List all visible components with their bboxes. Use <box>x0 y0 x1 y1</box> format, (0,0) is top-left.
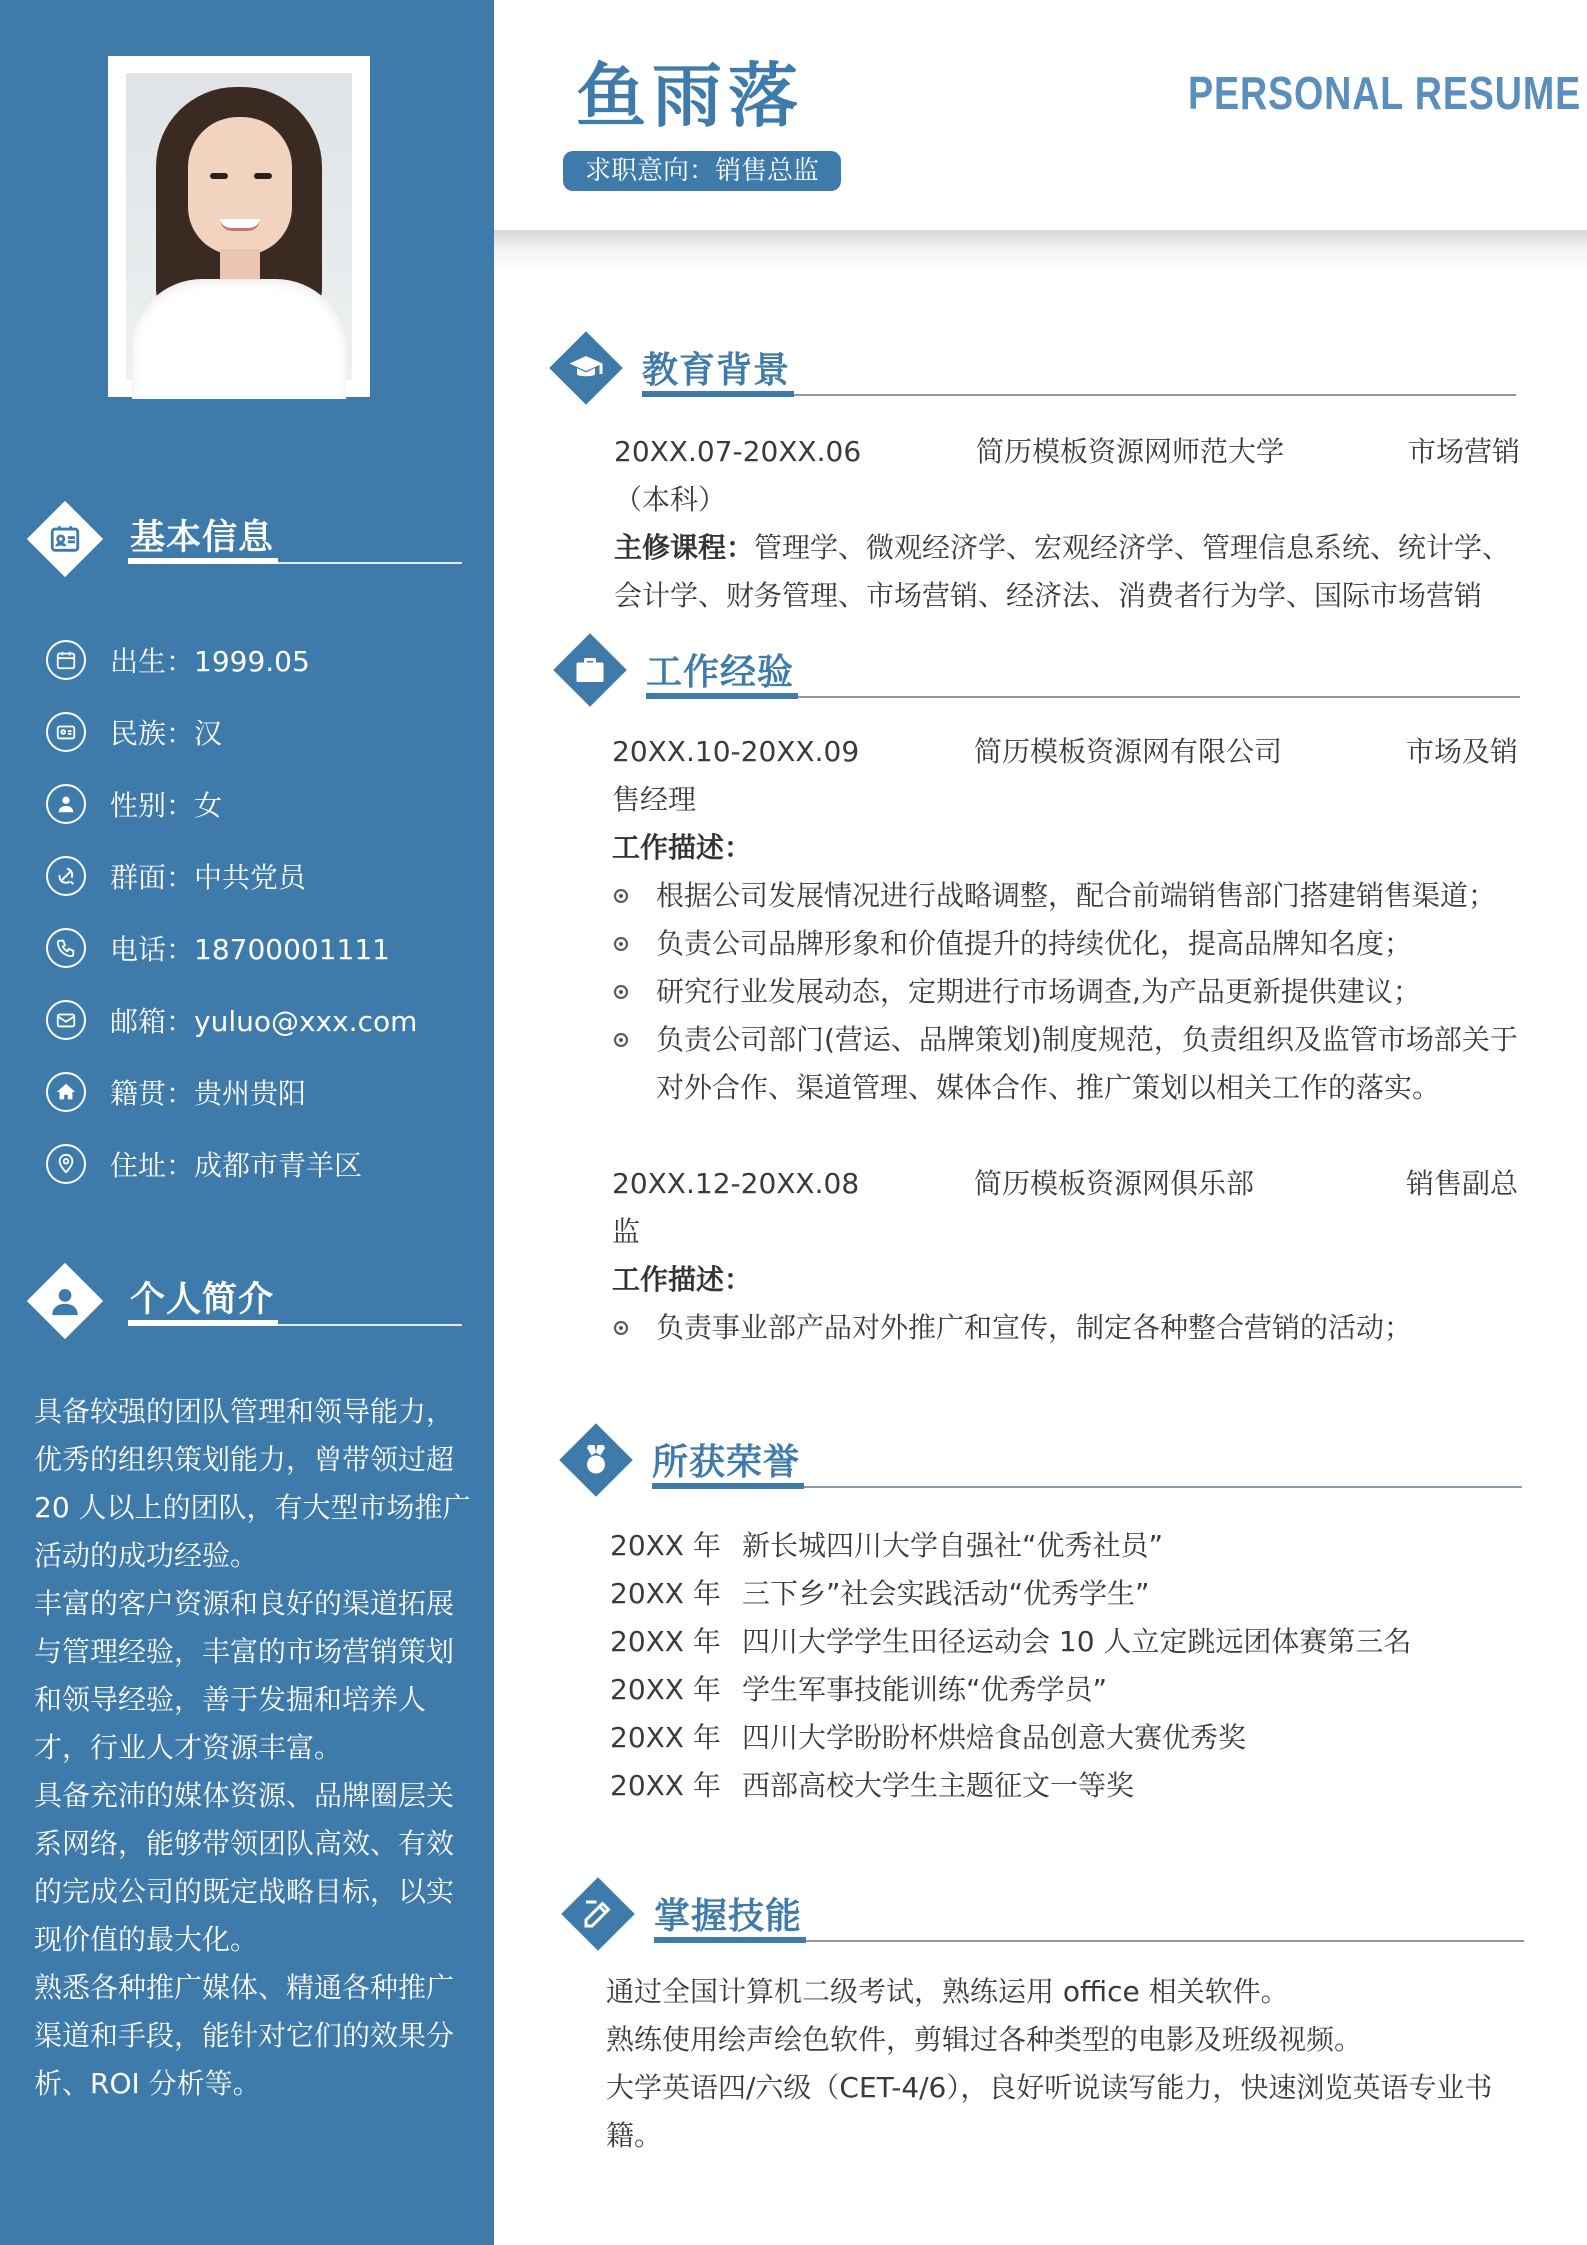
honor-year: 20XX 年 <box>610 1769 721 1802</box>
honors-list <box>610 1522 1520 1810</box>
education-row <box>614 428 1520 476</box>
work-desc-label: 工作描述： <box>612 1263 753 1296</box>
honor-text: 三下乡”社会实践活动“优秀学生” <box>742 1577 1150 1610</box>
info-gender-text: 性别：女 <box>110 789 223 822</box>
honor-text: 新长城四川大学自强社“优秀社员” <box>742 1529 1164 1562</box>
work-row <box>612 728 1518 776</box>
work-desc-label: 工作描述： <box>612 831 753 864</box>
basic-info-rule-accent <box>128 558 278 564</box>
honor-text: 学生军事技能训练“优秀学员” <box>742 1673 1108 1706</box>
honor-text: 四川大学盼盼杯烘焙食品创意大赛优秀奖 <box>742 1721 1247 1754</box>
job-intent-badge: 求职意向：销售总监 <box>563 151 841 191</box>
honor-year: 20XX 年 <box>610 1673 721 1706</box>
info-hometown <box>46 1056 466 1128</box>
work-role-continued: 监 <box>612 1215 641 1248</box>
medal-icon <box>578 1442 614 1478</box>
honor-item <box>610 1618 1520 1666</box>
candidate-name: 鱼雨落 <box>576 55 804 137</box>
work-title: 工作经验 <box>646 652 795 693</box>
info-hometown-text: 籍贯：贵州贵阳 <box>110 1077 307 1110</box>
work-rule-accent <box>646 693 798 699</box>
party-emblem-icon <box>46 856 86 896</box>
skill-item: 通过全国计算机二级考试，熟练运用 office 相关软件。 <box>606 1975 1289 2008</box>
skills-title: 掌握技能 <box>654 1896 803 1937</box>
work-entry-2 <box>612 1160 1518 1352</box>
honor-item <box>610 1570 1520 1618</box>
courses-label: 主修课程： <box>614 531 755 564</box>
info-email-text: 邮箱：yuluo@xxx.com <box>110 1005 418 1038</box>
calendar-icon <box>46 640 86 680</box>
basic-info-title: 基本信息 <box>130 518 275 558</box>
profile-photo <box>126 73 352 380</box>
skills-header <box>562 1878 1524 1958</box>
work-period: 20XX.12-20XX.08 <box>612 1167 860 1200</box>
mail-icon <box>46 1000 86 1040</box>
graduation-cap-icon <box>568 350 604 386</box>
honor-text: 四川大学学生田径运动会 10 人立定跳远团体赛第三名 <box>742 1625 1412 1658</box>
info-ethnicity-text: 民族：汉 <box>110 717 223 750</box>
honor-item <box>610 1666 1520 1714</box>
home-icon <box>46 1072 86 1112</box>
work-role: 销售副总 <box>1405 1167 1518 1200</box>
work-duty: 负责事业部产品对外推广和宣传，制定各种整合营销的活动； <box>612 1304 1518 1352</box>
courses-overflow <box>614 572 1520 612</box>
info-address-text: 住址：成都市青羊区 <box>110 1149 363 1182</box>
honor-year: 20XX 年 <box>610 1625 721 1658</box>
honors-header <box>560 1424 1522 1504</box>
work-duty: 根据公司发展情况进行战略调整，配合前端销售部门搭建销售渠道； <box>612 872 1518 920</box>
education-header <box>550 332 1516 412</box>
info-gender <box>46 768 466 840</box>
work-row <box>612 1160 1518 1208</box>
work-duty: 负责公司品牌形象和价值提升的持续优化，提高品牌知名度； <box>612 920 1518 968</box>
honor-item <box>610 1762 1520 1810</box>
education-major: 市场营销 <box>1407 435 1520 468</box>
honors-rule-accent <box>652 1483 804 1489</box>
profile-paragraph: 具备充沛的媒体资源、品牌圈层关系网络，能够带领团队高效、有效的完成公司的既定战略目标，以实现价值的最大化。 <box>34 1779 455 1956</box>
sidebar <box>0 0 494 2245</box>
basic-info-list <box>46 624 466 1200</box>
info-address <box>46 1128 466 1200</box>
honors-title: 所获荣誉 <box>652 1442 801 1483</box>
profile-paragraph: 熟悉各种推广媒体、精通各种推广渠道和手段，能针对它们的效果分析、ROI 分析等。 <box>34 1971 455 2100</box>
education-period: 20XX.07-20XX.06 <box>614 435 862 468</box>
work-role: 市场及销 <box>1405 735 1518 768</box>
id-badge-icon <box>48 522 82 556</box>
id-card-icon <box>46 712 86 752</box>
info-birth-text: 出生：1999.05 <box>110 645 310 678</box>
work-duty: 研究行业发展动态，定期进行市场调查,为产品更新提供建议； <box>612 968 1518 1016</box>
honor-item <box>610 1522 1520 1570</box>
location-icon <box>46 1144 86 1184</box>
honor-item <box>610 1714 1520 1762</box>
honor-year: 20XX 年 <box>610 1577 721 1610</box>
education-degree: （本科） <box>614 483 727 516</box>
info-political <box>46 840 466 912</box>
work-duty: 负责公司部门(营运、品牌策划)制度规范，负责组织及监管市场部关于对外合作、渠道管理、媒体合作、推广策划以相关工作的落实。 <box>612 1016 1518 1112</box>
basic-info-header <box>32 506 462 586</box>
profile-header <box>32 1268 462 1348</box>
education-school: 简历模板资源网师范大学 <box>976 435 1285 468</box>
resume-banner: PERSONAL RESUME <box>1188 67 1582 119</box>
work-company: 简历模板资源网有限公司 <box>974 735 1283 768</box>
info-phone <box>46 912 466 984</box>
info-email <box>46 984 466 1056</box>
header-divider <box>494 230 1587 274</box>
skill-item: 熟练使用绘声绘色软件，剪辑过各种类型的电影及班级视频。 <box>606 2023 1363 2056</box>
skill-item: 大学英语四/六级（CET-4/6），良好听说读写能力，快速浏览英语专业书籍。 <box>606 2071 1493 2152</box>
profile-title: 个人简介 <box>130 1280 275 1320</box>
honor-year: 20XX 年 <box>610 1721 721 1754</box>
profile-rule-accent <box>128 1320 278 1326</box>
courses-line-1: 管理学、微观经济学、宏观经济学、管理信息系统、统计学、 <box>754 531 1511 564</box>
edit-icon <box>580 1896 616 1932</box>
education-entry <box>614 428 1520 612</box>
profile-summary <box>34 1388 474 2108</box>
profile-photo-frame <box>108 56 370 397</box>
work-period: 20XX.10-20XX.09 <box>612 735 860 768</box>
work-entry-1 <box>612 728 1518 1112</box>
education-title: 教育背景 <box>642 350 791 391</box>
honor-text: 西部高校大学生主题征文一等奖 <box>742 1769 1135 1802</box>
skills-rule-accent <box>654 1937 806 1943</box>
gender-icon <box>46 784 86 824</box>
courses-line-2: 会计学、财务管理、市场营销、经济法、消费者行为学、国际市场营销 <box>614 579 1483 612</box>
education-courses <box>614 524 1520 572</box>
info-ethnicity <box>46 696 466 768</box>
phone-icon <box>46 928 86 968</box>
education-rule-accent <box>642 391 794 397</box>
work-company: 简历模板资源网俱乐部 <box>974 1167 1255 1200</box>
profile-paragraph: 具备较强的团队管理和领导能力，优秀的组织策划能力，曾带领过超 20 人以上的团队，有大型市场推广活动的成功经验。 <box>34 1395 471 1572</box>
user-icon <box>48 1284 82 1318</box>
profile-paragraph: 丰富的客户资源和良好的渠道拓展与管理经验，丰富的市场营销策划和领导经验，善于发掘和培养人才，行业人才资源丰富。 <box>34 1587 455 1764</box>
work-role-continued: 售经理 <box>612 783 697 816</box>
work-header <box>554 634 1520 714</box>
info-political-text: 群面：中共党员 <box>110 861 307 894</box>
honor-year: 20XX 年 <box>610 1529 721 1562</box>
info-phone-text: 电话：18700001111 <box>110 933 390 966</box>
info-birth <box>46 624 466 696</box>
skills-list <box>606 1968 1520 2160</box>
briefcase-icon <box>572 652 608 688</box>
